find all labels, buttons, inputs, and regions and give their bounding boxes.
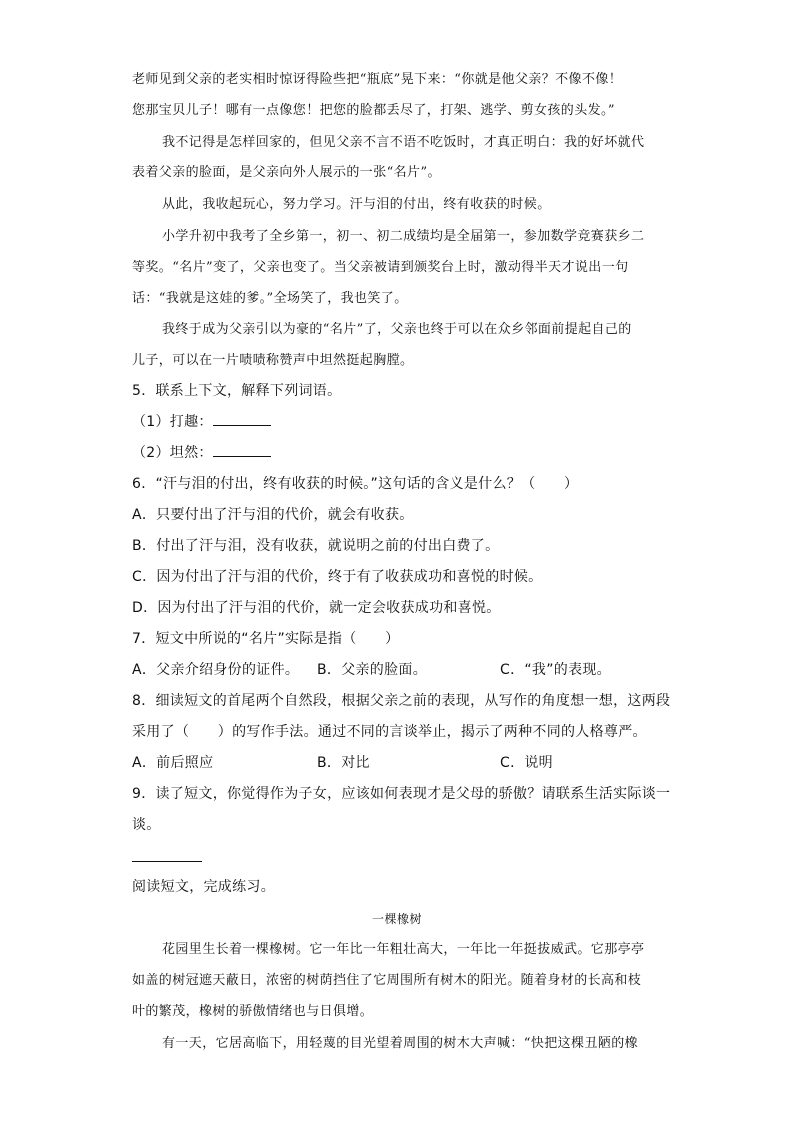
question-5-item-1-label: （1）打趣： [132,414,213,430]
question-8-option-a[interactable]: A．前后照应 [132,755,214,771]
story-line: 儿子，可以在一片啧啧称赞声中坦然挺起胸膛。 [132,353,414,368]
passage-title: 一棵橡树 [371,912,422,926]
question-7-stem: 7．短文中所说的“名片”实际是指（ ） [132,631,400,647]
question-6-option-b[interactable]: B．付出了汗与泪，没有收获，就说明之前的付出白费了。 [132,538,500,554]
question-5-item-1 [132,411,672,431]
story-line: 老师见到父亲的老实相时惊讶得险些把“瓶底”晃下来：“你就是他父亲？不像不像！ [132,72,623,87]
question-8-option-b[interactable]: B．对比 [317,755,370,771]
story-line: 表着父亲的脸面，是父亲向外人展示的一张“名片”。 [132,165,441,180]
story-line: 从此，我收起玩心，努力学习。汗与泪的付出，终有收获的时候。 [162,197,551,212]
passage-line: 花园里生长着一棵橡树。它一年比一年粗壮高大，一年比一年挺拔威武。它那亭亭 [162,942,645,957]
section-divider [132,861,202,862]
story-line: 话：“我就是这娃的爹。”全场笑了，我也笑了。 [132,291,408,306]
question-8-stem-cont: 采用了（ ）的写作手法。通过不同的言谈举止，揭示了两种不同的人格尊严。 [132,724,647,740]
question-7-option-c[interactable]: C．“我”的表现。 [500,662,611,678]
story-line: 我不记得是怎样回家的，但见父亲不言不语不吃饭时，才真正明白：我的好坏就代 [162,135,645,150]
story-line: 小学升初中我考了全乡第一，初一、初二成绩均是全届第一，参加数学竞赛获乡二 [162,229,645,244]
question-9-stem: 9．读了短文，你觉得作为子女，应该如何表现才是父母的骄傲？请联系生活实际谈一 [132,786,671,802]
section-instruction: 阅读短文，完成练习。 [132,879,275,895]
question-5-item-2-label: （2）坦然： [132,445,213,461]
question-7-option-a[interactable]: A．父亲介绍身份的证件。 [132,662,300,678]
story-line: 您那宝贝儿子！哪有一点像您！把您的脸都丢尽了，打架、逃学、剪女孩的头发。” [132,103,615,118]
question-8-option-c[interactable]: C．说明 [500,755,553,771]
passage-line: 叶的繁茂，橡树的骄傲情绪也与日俱增。 [132,1004,374,1019]
story-line: 我终于成为父亲引以为豪的“名片”了，父亲也终于可以在众乡邻面前提起自己的 [162,322,632,337]
passage-line: 如盖的树冠遮天蔽日，浓密的树荫挡住了它周围所有树木的阳光。随着身材的长高和枝 [132,973,642,988]
question-9-stem-cont: 谈。 [132,817,161,833]
story-line: 等奖。“名片”变了，父亲也变了。当父亲被请到颁奖台上时，激动得半天才说出一句 [132,260,629,275]
answer-blank[interactable] [213,413,271,426]
question-5-stem: 5．联系上下文，解释下列词语。 [132,383,342,399]
question-7-option-b[interactable]: B．父亲的脸面。 [317,662,428,678]
answer-blank[interactable] [213,444,271,457]
question-6-option-d[interactable]: D．因为付出了汗与泪的代价，就一定会收获成功和喜悦。 [132,600,501,616]
question-6-option-a[interactable]: A．只要付出了汗与泪的代价，就会有收获。 [132,507,414,523]
question-8-stem: 8．细读短文的首尾两个自然段，根据父亲之前的表现，从写作的角度想一想，这两段 [132,693,671,709]
passage-line: 有一天，它居高临下，用轻蔑的目光望着周围的树木大声喊：“快把这棵丑陋的橡 [162,1036,639,1051]
question-5-item-2 [132,442,672,462]
question-6-option-c[interactable]: C．因为付出了汗与泪的代价，终于有了收获成功和喜悦的时候。 [132,569,543,585]
question-6-stem: 6．“汗与泪的付出，终有收获的时候。”这句话的含义是什么？（ ） [132,476,579,492]
